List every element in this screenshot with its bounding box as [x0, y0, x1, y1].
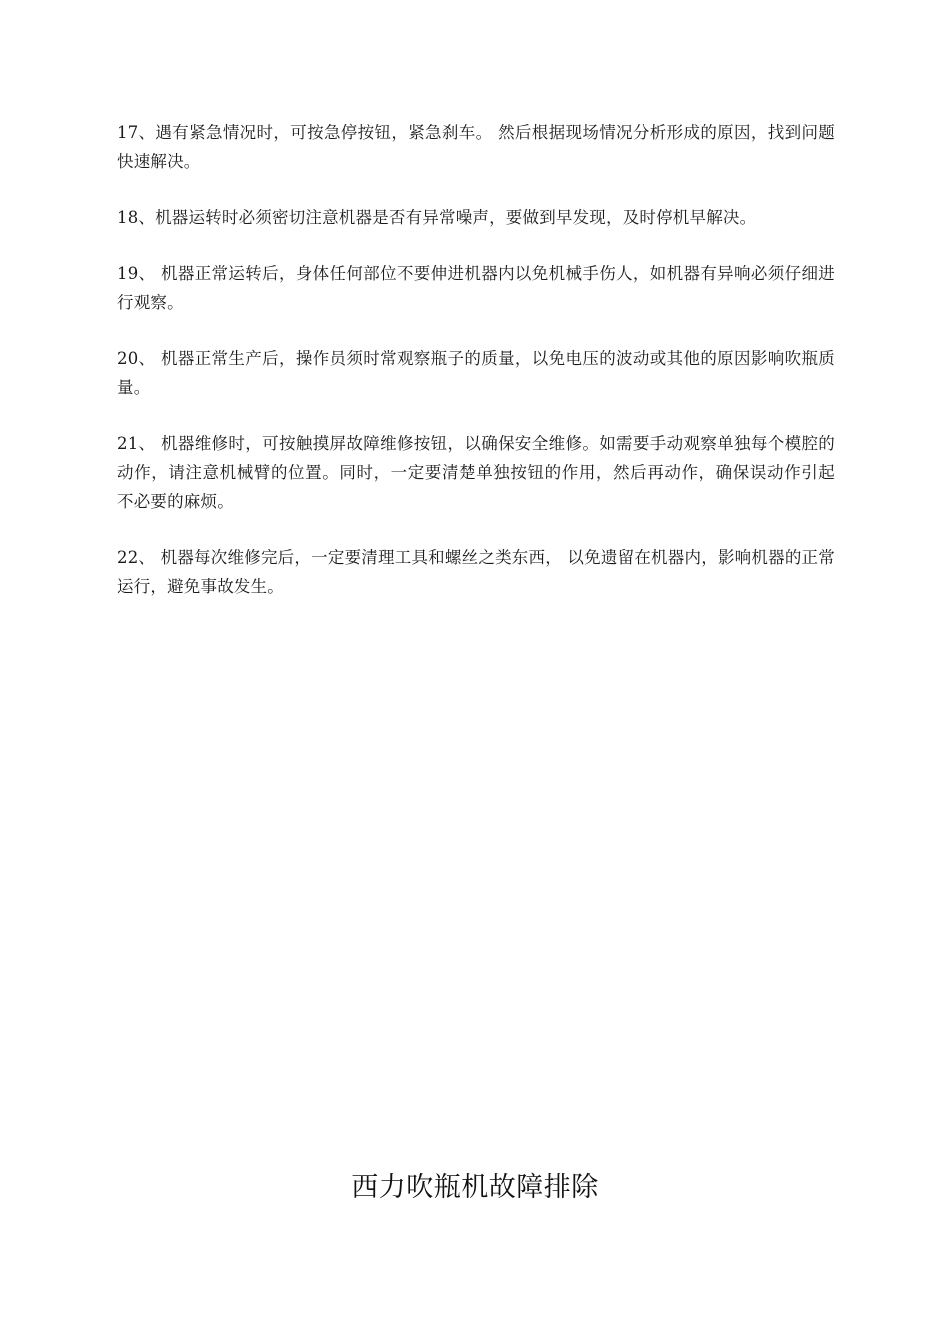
- section-title: 西力吹瓶机故障排除: [351, 1172, 599, 1203]
- instruction-list: [117, 118, 835, 628]
- instruction-item-19: 19、 机器正常运转后，身体任何部位不要伸进机器内以免机械手伤人，如机器有异响必须仔细进行观察。: [117, 264, 835, 312]
- instruction-item-22: 22、 机器每次维修完后，一定要清理工具和螺丝之类东西， 以免遗留在机器内，影响机器的正常运行，避免事故发生。: [117, 548, 835, 596]
- instruction-item-17: 17、遇有紧急情况时，可按急停按钮，紧急刹车。 然后根据现场情况分析形成的原因，找到问题快速解决。: [117, 123, 835, 171]
- instruction-item-18: 18、机器运转时必须密切注意机器是否有异常噪声，要做到早发现，及时停机早解决。: [117, 208, 757, 227]
- instruction-item-20: 20、 机器正常生产后，操作员须时常观察瓶子的质量，以免电压的波动或其他的原因影响吹瓶质量。: [117, 349, 835, 397]
- instruction-item-21: 21、 机器维修时，可按触摸屏故障维修按钮，以确保安全维修。如需要手动观察单独每个模腔的动作，请注意机械臂的位置。同时，一定要清楚单独按钮的作用，然后再动作，确保误动作引起不必要的麻烦。: [117, 434, 835, 511]
